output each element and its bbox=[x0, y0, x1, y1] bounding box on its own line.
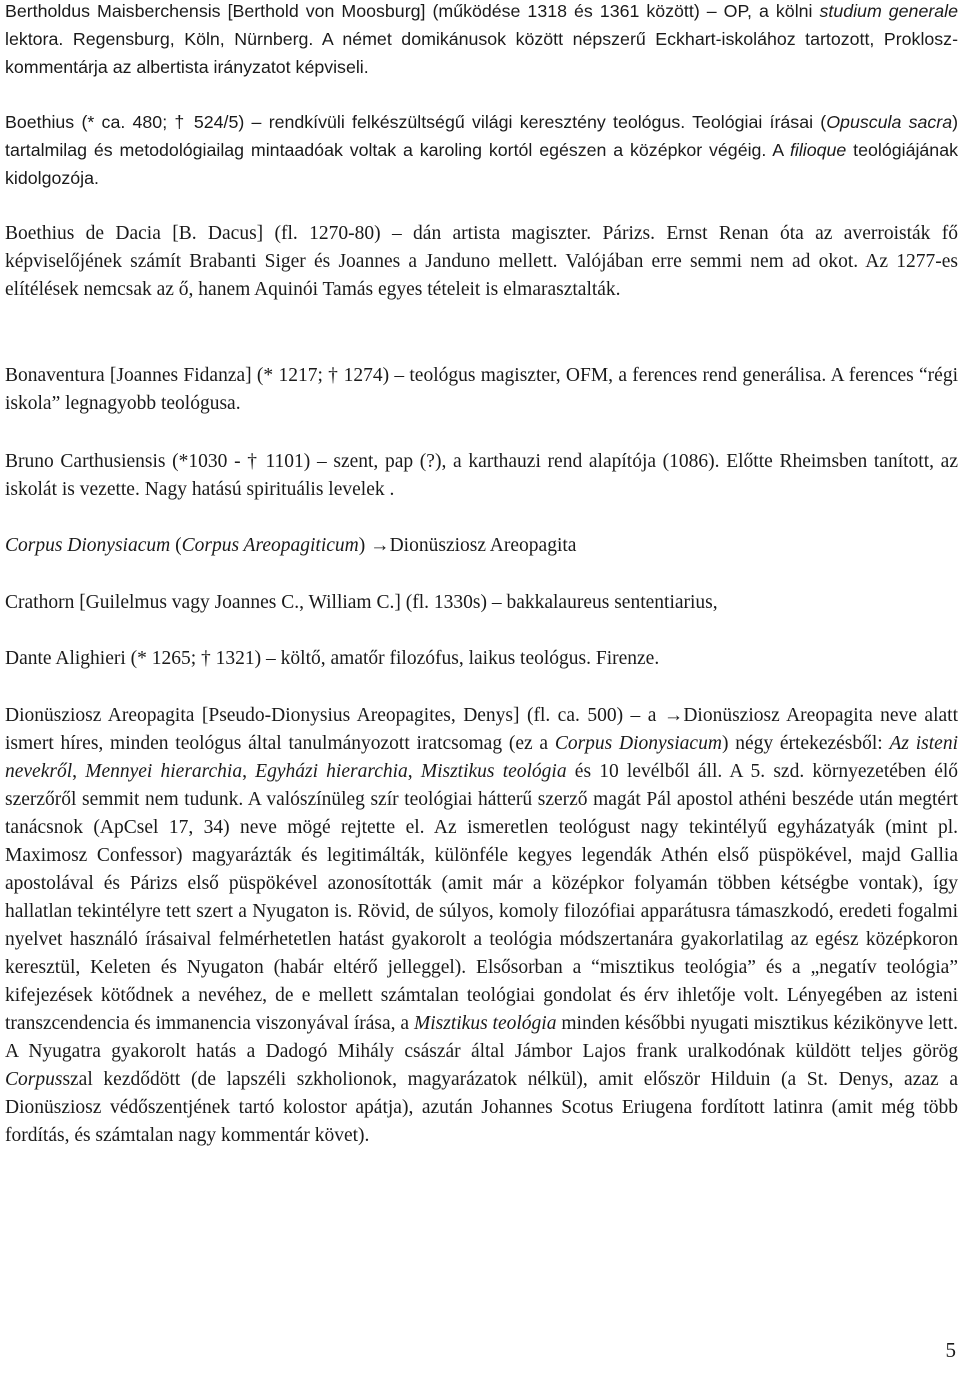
body-text: Boethius (* ca. 480; † 524/5) – rendkívüli felkészültségű világi keresztény teológus. Teológiai írásai ( bbox=[5, 112, 827, 132]
page-number: 5 bbox=[945, 1338, 956, 1362]
body-text: szal kezdődött (de lapszéli szkholionok, magyarázatok nélkül), amit először Hilduin (a St. Denys, azaz a Dionüsziosz védőszentjének tartó kolostor apátja), azután Johannes Scotus Eriugena fordított latinra (amit még több fordítás, és számtalan nagy kommentár követ). bbox=[5, 1069, 958, 1146]
entry-bertholdus bbox=[5, 0, 958, 81]
body-text: ) négy értekezésből: bbox=[721, 733, 890, 754]
italic-text: Corpus Areopagiticum bbox=[181, 535, 359, 556]
body-text: ( bbox=[170, 535, 182, 556]
body-text: Bertholdus Maisberchensis [Berthold von Moosburg] (működése 1318 és 1361 között) – OP, a kölni bbox=[5, 1, 820, 21]
body-text: Dionüsziosz Areopagita [Pseudo-Dionysius Areopagites, Denys] (fl. ca. 500) – a →Dionüsziosz Areopagita neve alatt ismert híres, minden teológus által tanulmányozott iratcsomag (ez a bbox=[5, 705, 958, 754]
body-text: teológiájának kidolgozója. bbox=[5, 140, 958, 188]
italic-text: Misztikus teológia bbox=[413, 1013, 557, 1034]
entry-dante bbox=[5, 645, 958, 673]
italic-text: filioque bbox=[789, 140, 847, 160]
entry-crathorn bbox=[5, 589, 958, 617]
body-text: ) →Dionüsziosz Areopagita bbox=[358, 535, 577, 556]
italic-text: Misztikus teológia bbox=[420, 761, 567, 782]
italic-text: Egyházi hierarchia bbox=[255, 761, 408, 782]
body-text: ) tartalmilag és metodológiailag mintaadóak voltak a karoling kortól egészen a középkor végéig. A bbox=[5, 112, 958, 160]
italic-text: Corpus bbox=[5, 1069, 63, 1090]
body-text: Bruno Carthusiensis (*1030 - † 1101) – szent, pap (?), a karthauzi rend alapítója (1086). Előtte Rheimsben tanított, az iskolát is vezette. Nagy hatású spirituális levelek . bbox=[5, 451, 958, 500]
body-text: és 10 levélből áll. A 5. szd. környezetében élő szerzőről semmit nem tudunk. A valószínüleg szír teológiai hátterű szerző magát Pál apostol athéni beszéde után megtért tanácsnok (ApCsel 17, 34) neve mögé rejtette el. Az ismeretlen teológust nagy tekintélyű egyházatyák (mint pl. Maximosz Confessor) magyarázták és legitimálták, különféle kegyes legendák Athén első püspökével, majd Gallia apostolával és Párizs első püspökével azonosították (amit már a középkor folyamán többen kétségbe vontak), így hallatlan tekintélyre tett szert a Nyugaton is. Rövid, de súlyos, komoly filozófiai apparátusra támaszkodó, eredeti fogalmi nyelvet használó írásaival felmérhetetlen hatást gyakorolt a teológia módszertanára gyakorlatilag az egész középkoron keresztül, Keleten és Nyugaton (habár eltérő jelleggel). Elsősorban a “misztikus teológia” és a „negatív teológia” kifejezések kötődnek a nevéhez, de e mellett számtalan teológiai gondolat és érv ihletője volt. Lényegében az isteni transzcendencia és immanencia viszonyával írása, a bbox=[5, 761, 959, 1034]
body-text: Boethius de Dacia [B. Dacus] (fl. 1270-80) – dán artista magiszter. Párizs. Ernst Renan óta az averroisták fő képviselőjének számít Brabanti Siger és Joannes a Janduno mellett. Valójában erre semmi nem ad okot. Az 1277-es elítélések nemcsak az ő, hanem Aquinói Tamás egyes tételeit is elmarasztalták. bbox=[5, 223, 958, 300]
entry-bonaventura bbox=[5, 362, 958, 418]
entry-corpus-dionysiacum bbox=[5, 532, 958, 560]
body-text: Bonaventura [Joannes Fidanza] (* 1217; † 1274) – teológus magiszter, OFM, a ferences rend generálisa. A ferences “régi iskola” legnagyobb teológusa. bbox=[5, 365, 958, 414]
italic-text: studium generale bbox=[819, 1, 958, 21]
entry-dionusziosz bbox=[5, 702, 958, 1150]
italic-text: Opuscula sacra bbox=[826, 112, 953, 132]
body-text: Crathorn [Guilelmus vagy Joannes C., William C.] (fl. 1330s) – bakkalaureus sententiarius, bbox=[5, 592, 718, 613]
italic-text: Corpus Dionysiacum bbox=[5, 535, 171, 556]
body-text: , bbox=[407, 761, 421, 782]
italic-text: Az isteni nevekről bbox=[5, 733, 958, 782]
entry-bruno bbox=[5, 448, 958, 504]
body-text: , bbox=[72, 761, 86, 782]
italic-text: Corpus Dionysiacum bbox=[554, 733, 722, 754]
entry-boethius-de-dacia bbox=[5, 220, 958, 304]
italic-text: Mennyei hierarchia bbox=[85, 761, 243, 782]
entry-boethius bbox=[5, 108, 958, 192]
body-text: lektora. Regensburg, Köln, Nürnberg. A német domikánusok között népszerű Eckhart-iskolához tartozott, Proklosz-kommentárja az albertista irányzatot képviseli. bbox=[5, 29, 958, 77]
body-text: minden későbbi nyugati misztikus kézikönyve lett. A Nyugatra gyakorolt hatás a Dadogó Mihály császár által Jámbor Lajos frank uralkodónak küldött teljes görög bbox=[5, 1013, 959, 1062]
body-text: Dante Alighieri (* 1265; † 1321) – költő, amatőr filozófus, laikus teológus. Firenze. bbox=[5, 648, 660, 669]
body-text: , bbox=[242, 761, 256, 782]
